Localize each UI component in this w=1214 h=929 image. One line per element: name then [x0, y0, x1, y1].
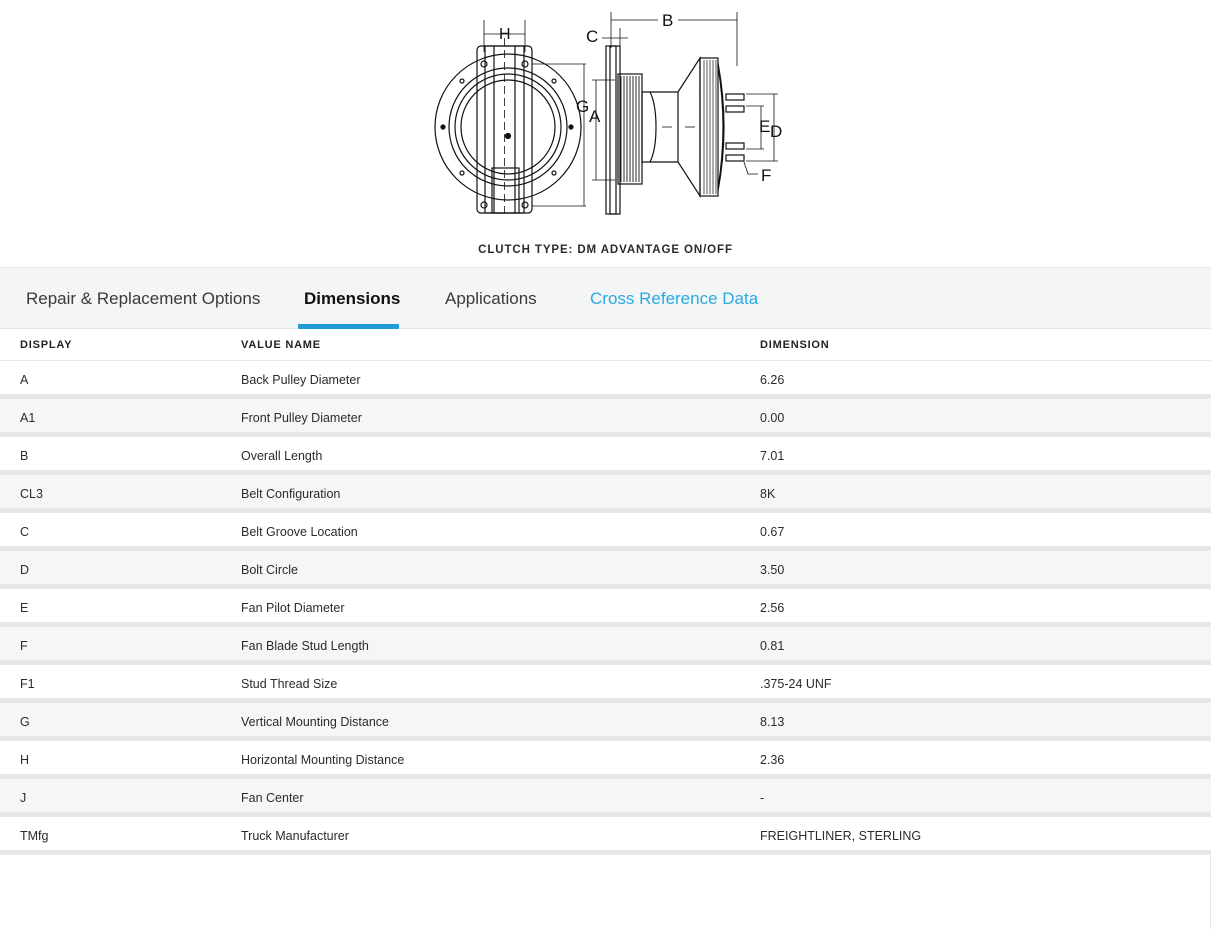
table-row	[0, 551, 1211, 589]
cell-display: F	[20, 639, 28, 653]
cell-value-name: Vertical Mounting Distance	[241, 715, 389, 729]
cell-dimension: FREIGHTLINER, STERLING	[760, 829, 922, 843]
label-h: H	[499, 26, 511, 43]
column-header-display: DISPLAY	[20, 339, 73, 351]
tab-dimensions[interactable]: Dimensions	[304, 289, 401, 308]
table-row	[0, 779, 1211, 817]
cell-value-name: Horizontal Mounting Distance	[241, 753, 405, 767]
cell-dimension: 0.00	[760, 411, 785, 425]
table-row	[0, 703, 1211, 741]
label-b: B	[662, 11, 674, 30]
tab-repair-replacement-options[interactable]: Repair & Replacement Options	[26, 289, 261, 308]
dimensions-table	[0, 329, 1211, 855]
cell-value-name: Stud Thread Size	[241, 677, 338, 691]
label-f: F	[761, 166, 772, 185]
table-row	[0, 361, 1211, 399]
table-row	[0, 741, 1211, 779]
cell-value-name: Front Pulley Diameter	[241, 411, 362, 425]
cell-dimension: 6.26	[760, 373, 785, 387]
clutch-type-caption: CLUTCH TYPE: DM ADVANTAGE ON/OFF	[478, 244, 733, 256]
table-header	[0, 329, 1211, 361]
label-d: D	[770, 122, 783, 141]
cell-value-name: Back Pulley Diameter	[241, 373, 361, 387]
table-body	[0, 361, 1211, 855]
label-g: G	[576, 97, 590, 116]
cell-display: CL3	[20, 487, 43, 501]
cell-dimension: 2.36	[760, 753, 785, 767]
table-row	[0, 589, 1211, 627]
cell-value-name: Belt Groove Location	[241, 525, 358, 539]
cell-dimension: -	[760, 791, 765, 805]
tab-applications[interactable]: Applications	[445, 289, 537, 308]
cell-dimension: .375-24 UNF	[760, 677, 832, 691]
cell-display: C	[20, 525, 30, 539]
cell-value-name: Fan Pilot Diameter	[241, 601, 345, 615]
cell-value-name: Overall Length	[241, 449, 323, 463]
label-e: E	[759, 117, 771, 136]
cell-value-name: Truck Manufacturer	[241, 829, 349, 843]
table-row	[0, 399, 1211, 437]
cell-display: F1	[20, 677, 35, 691]
label-c: C	[586, 27, 599, 46]
cell-dimension: 0.81	[760, 639, 785, 653]
clutch-dimension-diagram	[430, 8, 790, 220]
cell-display: B	[20, 449, 29, 463]
cell-dimension: 7.01	[760, 449, 785, 463]
table-row	[0, 475, 1211, 513]
tab-cross-reference-data[interactable]: Cross Reference Data	[590, 289, 759, 308]
cell-value-name: Bolt Circle	[241, 563, 298, 577]
cell-dimension: 3.50	[760, 563, 785, 577]
label-a: A	[589, 107, 601, 126]
table-row	[0, 665, 1211, 703]
cell-display: E	[20, 601, 29, 615]
table-row	[0, 513, 1211, 551]
table-row	[0, 627, 1211, 665]
cell-dimension: 8K	[760, 487, 776, 501]
cell-dimension: 0.67	[760, 525, 785, 539]
cell-display: J	[20, 791, 27, 805]
cell-dimension: 2.56	[760, 601, 785, 615]
table-row	[0, 817, 1211, 855]
cell-display: TMfg	[20, 829, 49, 843]
cell-display: D	[20, 563, 30, 577]
column-header-dimension: DIMENSION	[760, 339, 830, 351]
cell-display: G	[20, 715, 30, 729]
cell-display: A	[20, 373, 29, 387]
cell-dimension: 8.13	[760, 715, 785, 729]
product-diagram-area	[0, 0, 1211, 267]
tab-bar	[0, 267, 1211, 329]
cell-value-name: Belt Configuration	[241, 487, 341, 501]
column-header-value-name: VALUE NAME	[241, 339, 321, 351]
cell-display: A1	[20, 411, 36, 425]
table-row	[0, 437, 1211, 475]
cell-value-name: Fan Blade Stud Length	[241, 639, 369, 653]
cell-display: H	[20, 753, 30, 767]
cell-value-name: Fan Center	[241, 791, 304, 805]
